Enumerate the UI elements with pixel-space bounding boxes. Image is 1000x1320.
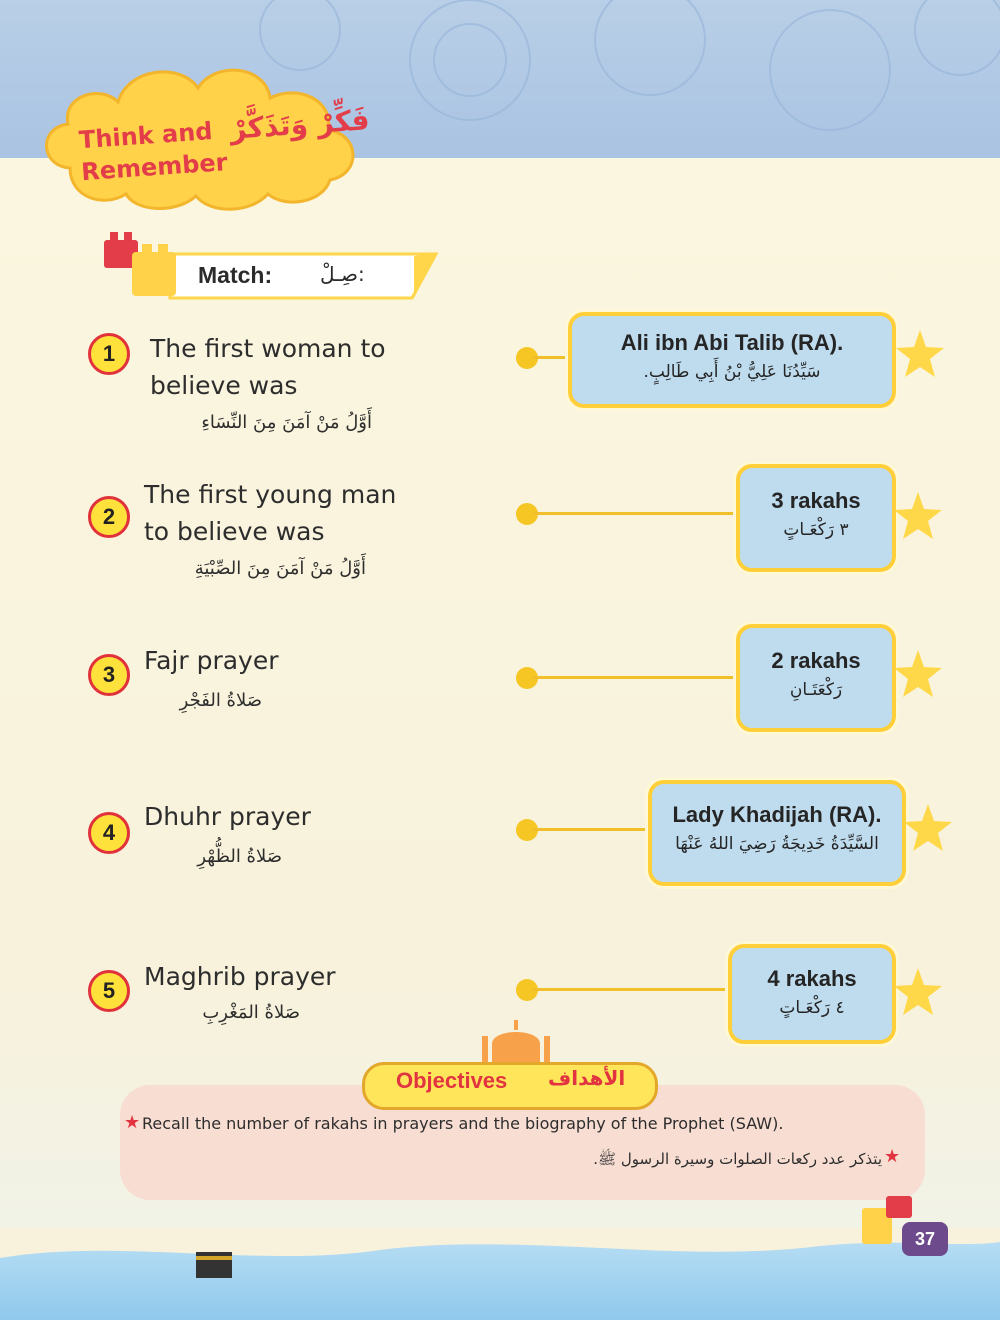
item-text-english: Dhuhr prayer — [144, 802, 311, 831]
page-number: 37 — [902, 1222, 948, 1256]
title-arabic: فَكِّرْ وَتَذَكَّرْ — [229, 103, 371, 146]
match-line — [532, 356, 570, 359]
item-text-arabic: صَلاةُ المَغْرِبِ — [202, 1002, 300, 1023]
answer-card[interactable] — [568, 312, 896, 408]
item-text-english: Maghrib prayer — [144, 962, 336, 991]
item-number: 3 — [88, 654, 130, 696]
footer-band — [0, 1228, 1000, 1320]
objectives-label-english: Objectives — [396, 1068, 508, 1093]
kaaba-skyline-icon — [0, 1228, 1000, 1320]
star-icon — [902, 802, 954, 854]
star-icon — [892, 966, 944, 1018]
answer-english: 4 rakahs — [767, 966, 857, 991]
objective-english: Recall the number of rakahs in prayers and the biography of the Prophet (SAW). — [142, 1114, 784, 1133]
answer-card[interactable] — [728, 944, 896, 1044]
answer-arabic: سَيِّدُنَا عَلِيُّ بْنُ أَبِي طَالِبٍ. — [643, 362, 821, 382]
star-icon — [894, 328, 946, 380]
toy-blocks-icon — [98, 222, 188, 302]
answer-arabic: رَكْعَتَـانِ — [789, 680, 843, 700]
match-line — [532, 676, 738, 679]
item-text-english: The first woman to believe was — [150, 334, 386, 400]
answer-card[interactable] — [648, 780, 906, 886]
answer-english: Lady Khadijah (RA). — [672, 802, 882, 827]
item-text-arabic: صَلاةُ الفَجْرِ — [179, 690, 262, 711]
item-number: 2 — [88, 496, 130, 538]
objective-arabic: يتذكر عدد ركعات الصلوات وسيرة الرسول ﷺ. — [593, 1150, 882, 1168]
item-text-arabic: أَوَّلُ مَنْ آمَنَ مِنَ الصِّبْيَةِ — [194, 558, 366, 579]
instruction-arabic: صِـلْ: — [320, 262, 365, 286]
star-icon — [892, 648, 944, 700]
item-number: 1 — [88, 333, 130, 375]
objectives-label-arabic: الأهداف — [548, 1066, 626, 1090]
star-bullet-icon: ★ — [124, 1112, 141, 1133]
item-text-english: The first young man to believe was — [144, 480, 397, 546]
match-line — [532, 988, 728, 991]
answer-arabic: السَّيِّدَةُ خَدِيجَةُ رَضِيَ اللهُ عَنْهَا — [675, 834, 879, 854]
item-text-arabic: صَلاةُ الظُّهْرِ — [197, 846, 282, 867]
star-bullet-icon: ★ — [884, 1146, 901, 1167]
match-line — [532, 512, 738, 515]
star-icon — [892, 490, 944, 542]
answer-arabic: ٣ رَكْعَـاتٍ — [783, 520, 849, 540]
answer-card[interactable] — [736, 624, 896, 732]
item-number: 4 — [88, 812, 130, 854]
answer-english: Ali ibn Abi Talib (RA). — [620, 330, 844, 355]
answer-card[interactable] — [736, 464, 896, 572]
match-line — [532, 828, 650, 831]
instruction-english: Match: — [198, 262, 273, 288]
title-english: Think and Remember — [78, 117, 229, 187]
item-text-arabic: أَوَّلُ مَنْ آمَنَ مِنَ النِّسَاءِ — [201, 412, 372, 433]
item-text-english: Fajr prayer — [144, 646, 279, 675]
mosque-icon — [476, 1020, 556, 1064]
answer-english: 2 rakahs — [771, 648, 861, 673]
answer-english: 3 rakahs — [771, 488, 861, 513]
answer-arabic: ٤ رَكْعَـاتٍ — [779, 998, 845, 1018]
item-number: 5 — [88, 970, 130, 1012]
